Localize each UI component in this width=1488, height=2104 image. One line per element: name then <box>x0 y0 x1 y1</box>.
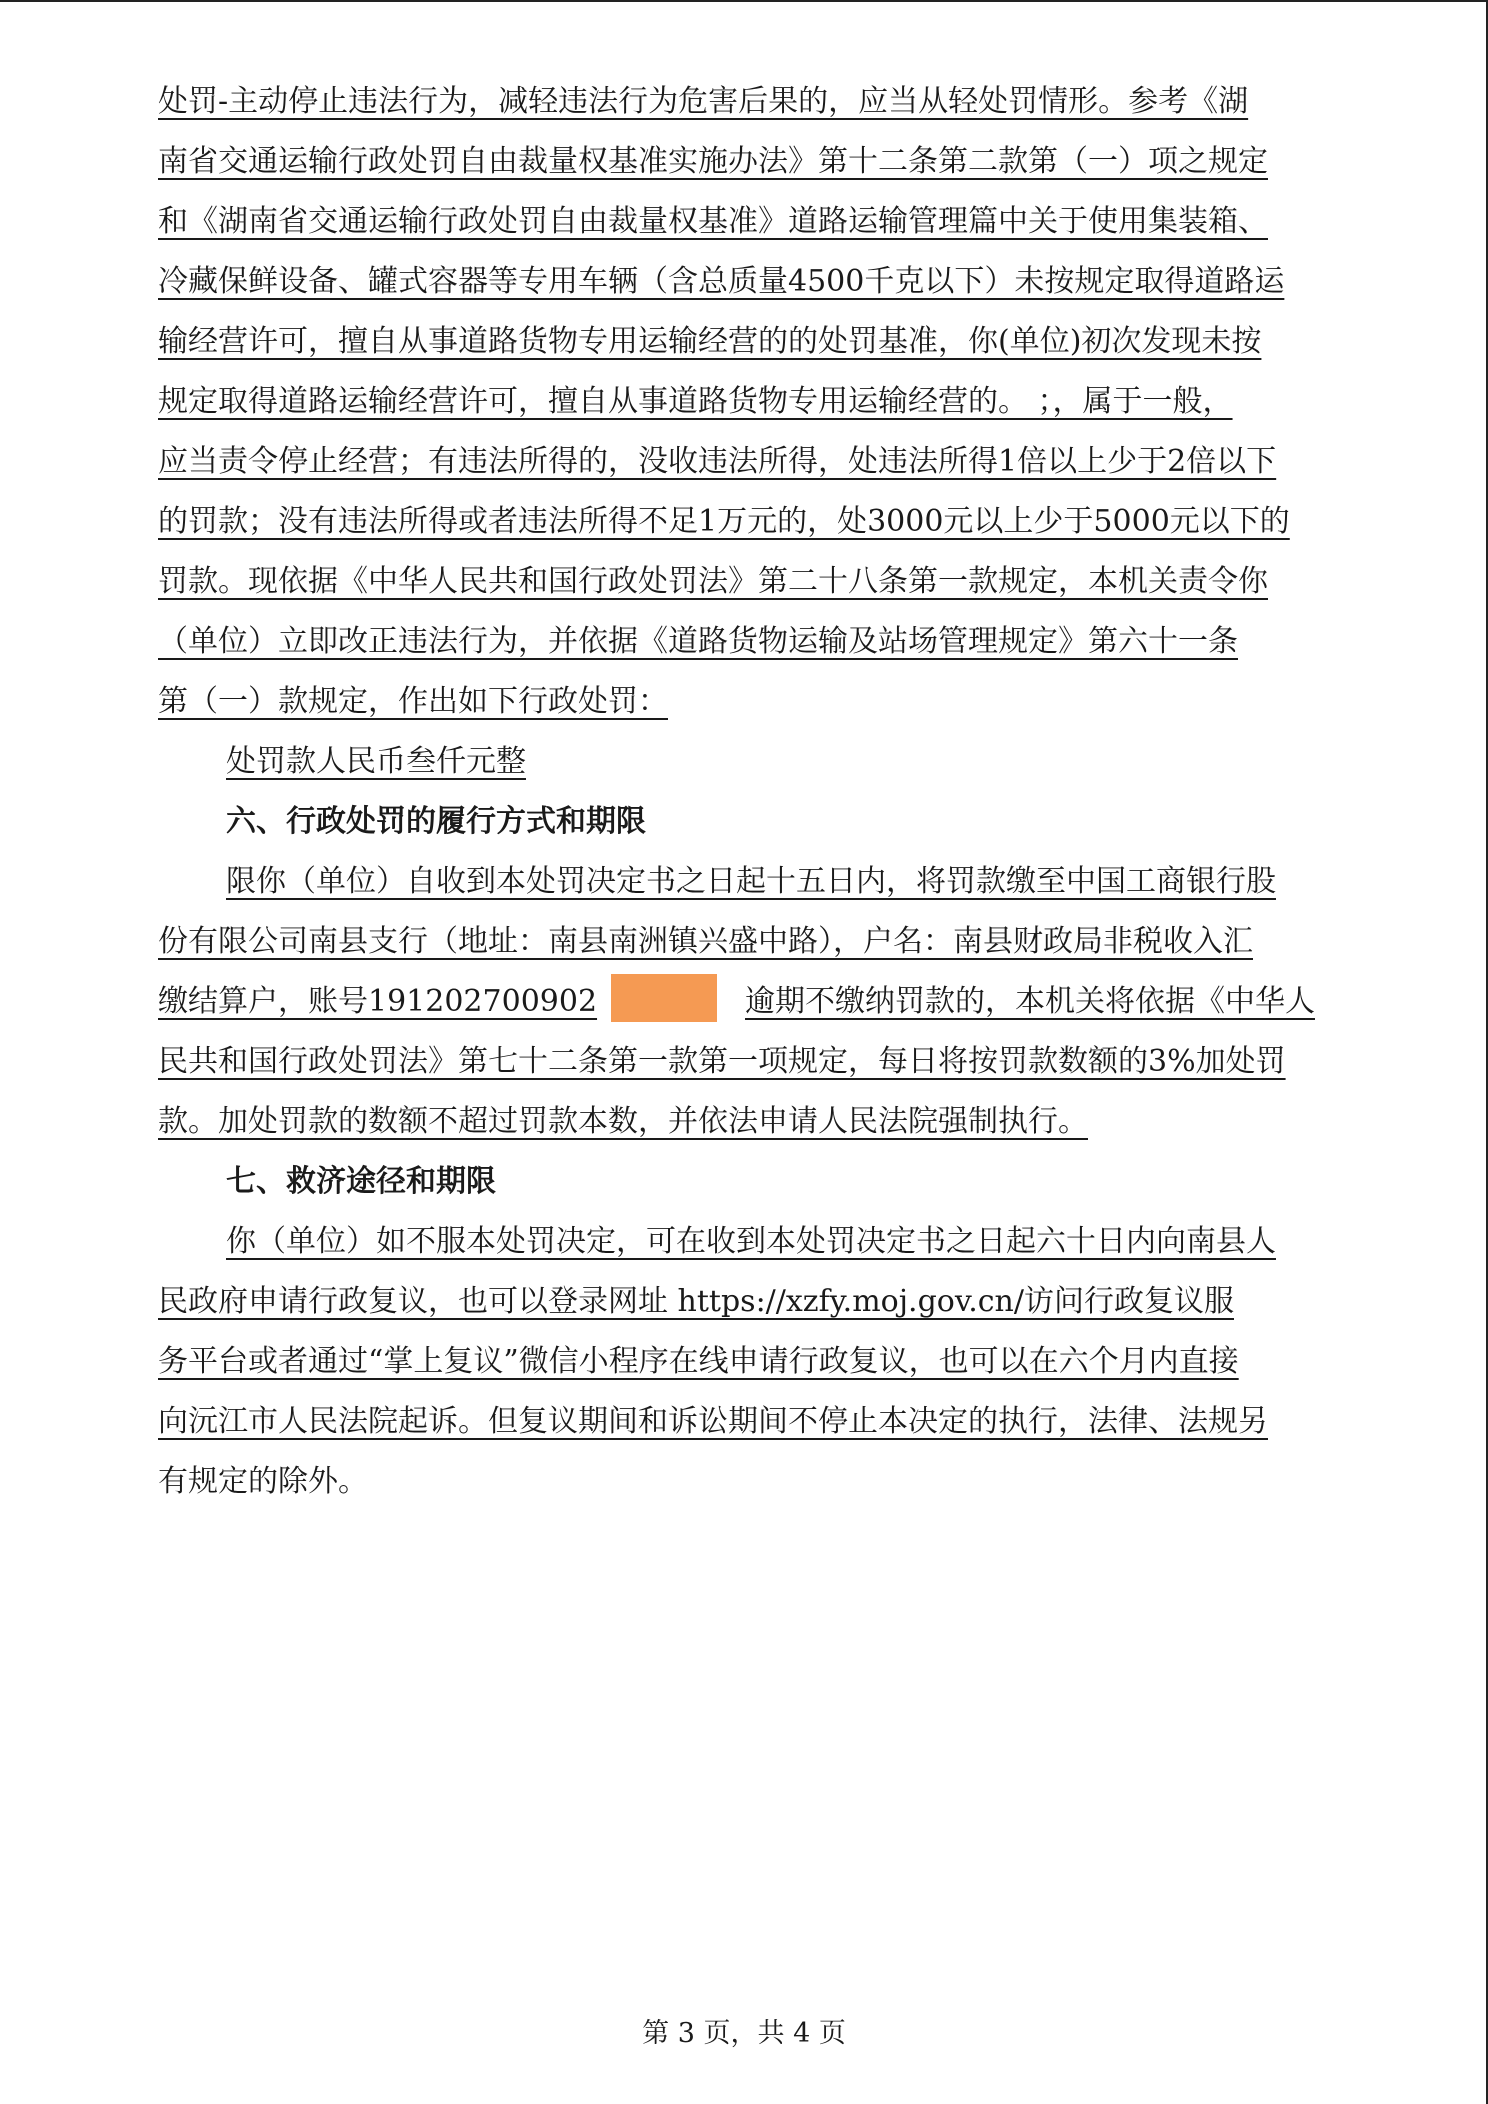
section-7-line-2: 民政府申请行政复议，也可以登录网址 https://xzfy.moj.gov.cn/访问行政复议服 <box>158 1284 1234 1319</box>
body-line-1: 处罚-主动停止违法行为，减轻违法行为危害后果的，应当从轻处罚情形。参考《湖 <box>158 84 1249 119</box>
section-6-line-4: 民共和国行政处罚法》第七十二条第一款第一项规定，每日将按罚款数额的3%加处罚 <box>158 1044 1286 1079</box>
section-7-line-5: 有规定的除外。 <box>158 1464 368 1499</box>
body-line-4: 冷藏保鲜设备、罐式容器等专用车辆（含总质量4500千克以下）未按规定取得道路运 <box>158 264 1285 299</box>
section-6-line-3-account: 缴结算户，账号191202700902 <box>158 984 598 1019</box>
section-6-line-1: 限你（单位）自收到本处罚决定书之日起十五日内，将罚款缴至中国工商银行股 <box>226 864 1276 899</box>
body-line-6: 规定取得道路运输经营许可，擅自从事道路货物专用运输经营的。 ；，属于一般， <box>158 384 1233 419</box>
body-line-5: 输经营许可，擅自从事道路货物专用运输经营的的处罚基准，你(单位)初次发现未按 <box>158 324 1262 359</box>
section-6-line-3-overdue: 逾期不缴纳罚款的，本机关将依据《中华人 <box>745 984 1315 1019</box>
section-6-heading: 六、行政处罚的履行方式和期限 <box>226 804 646 839</box>
section-7-line-3: 务平台或者通过“掌上复议”微信小程序在线申请行政复议，也可以在六个月内直接 <box>158 1344 1239 1379</box>
section-7-line-1: 你（单位）如不服本处罚决定，可在收到本处罚决定书之日起六十日内向南县人 <box>226 1224 1276 1259</box>
section-6-line-2: 份有限公司南县支行（地址：南县南洲镇兴盛中路），户名：南县财政局非税收入汇 <box>158 924 1253 959</box>
penalty-amount: 处罚款人民币叁仟元整 <box>226 744 526 779</box>
body-line-8: 的罚款；没有违法所得或者违法所得不足1万元的，处3000元以上少于5000元以下的 <box>158 504 1290 539</box>
body-line-7: 应当责令停止经营；有违法所得的，没收违法所得，处违法所得1倍以上少于2倍以下 <box>158 444 1277 479</box>
section-6-line-5: 款。加处罚款的数额不超过罚款本数，并依法申请人民法院强制执行。 <box>158 1104 1088 1139</box>
redaction-block <box>611 974 717 1022</box>
section-7-line-4: 向沅江市人民法院起诉。但复议期间和诉讼期间不停止本决定的执行，法律、法规另 <box>158 1404 1268 1439</box>
body-line-3: 和《湖南省交通运输行政处罚自由裁量权基准》道路运输管理篇中关于使用集装箱、 <box>158 204 1268 239</box>
section-7-heading: 七、救济途径和期限 <box>226 1164 496 1199</box>
body-line-10: （单位）立即改正违法行为，并依据《道路货物运输及站场管理规定》第六十一条 <box>158 624 1238 659</box>
body-line-9: 罚款。现依据《中华人民共和国行政处罚法》第二十八条第一款规定，本机关责令你 <box>158 564 1268 599</box>
body-line-11: 第（一）款规定，作出如下行政处罚： <box>158 684 668 719</box>
page-footer: 第 3 页，共 4 页 <box>642 2018 846 2049</box>
body-line-2: 南省交通运输行政处罚自由裁量权基准实施办法》第十二条第二款第（一）项之规定 <box>158 144 1268 179</box>
